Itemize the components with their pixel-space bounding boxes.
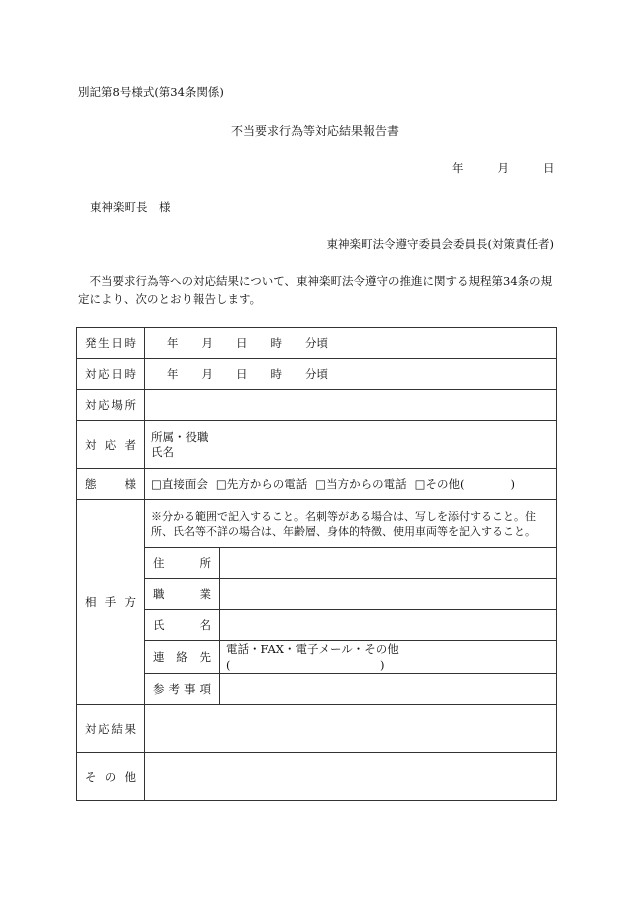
label-party-occupation: 職業 xyxy=(145,579,220,610)
label-party-name: 氏名 xyxy=(145,610,220,641)
date-month: 月 xyxy=(497,161,509,175)
document-title: 不当要求行為等対応結果報告書 xyxy=(230,124,399,138)
row-response xyxy=(77,359,557,390)
value-party-address[interactable] xyxy=(220,548,557,579)
value-place[interactable] xyxy=(145,390,557,421)
date-year: 年 xyxy=(452,161,464,175)
mode-option-other[interactable]: □その他( ) xyxy=(414,477,515,491)
date-line xyxy=(452,160,589,176)
mode-option-incoming-call[interactable]: □先方からの電話 xyxy=(215,477,308,491)
row-party-address xyxy=(77,548,557,579)
responder-name: 氏名 xyxy=(151,444,174,459)
responder-affiliation: 所属・役職 xyxy=(151,429,209,444)
mode-option-direct[interactable]: □直接面会 xyxy=(151,477,208,491)
addressee: 東神楽町長 様 xyxy=(90,200,171,214)
sender: 東神楽町法令遵守委員会委員長(対策責任者) xyxy=(326,237,554,251)
value-party-occupation[interactable] xyxy=(220,579,557,610)
value-mode xyxy=(145,469,557,500)
row-party-occupation xyxy=(77,579,557,610)
row-result xyxy=(77,705,557,753)
label-response: 対応日時 xyxy=(77,359,145,390)
row-party-note xyxy=(77,500,557,548)
label-party: 相手方 xyxy=(77,500,145,705)
row-party-reference xyxy=(77,674,557,705)
report-table xyxy=(76,327,557,801)
row-responder xyxy=(77,421,557,469)
row-occurrence xyxy=(77,328,557,359)
party-note: ※分かる範囲で記入すること。名刺等がある場合は、写しを添付すること。住所、氏名等不詳の場合は、年齢層、身体的特徴、使用車両等を記入すること。 xyxy=(145,500,557,548)
label-place: 対応場所 xyxy=(77,390,145,421)
row-place xyxy=(77,390,557,421)
row-party-name xyxy=(77,610,557,641)
value-party-name[interactable] xyxy=(220,610,557,641)
row-mode xyxy=(77,469,557,500)
form-label: 別記第8号様式(第34条関係) xyxy=(78,85,224,99)
label-party-contact: 連絡先 xyxy=(145,641,220,674)
label-result: 対応結果 xyxy=(77,705,145,753)
label-mode: 態様 xyxy=(77,469,145,500)
value-responder[interactable] xyxy=(145,421,557,469)
date-day: 日 xyxy=(543,161,555,175)
row-other xyxy=(77,753,557,801)
label-responder: 対応者 xyxy=(77,421,145,469)
intro-text: 不当要求行為等への対応結果について、東神楽町法令遵守の推進に関する規程第34条の規定により、次のとおり報告します。 xyxy=(78,274,553,306)
value-response[interactable]: 年 月 日 時 分頃 xyxy=(145,359,557,390)
value-other[interactable] xyxy=(145,753,557,801)
label-party-reference: 参考事項 xyxy=(145,674,220,705)
value-result[interactable] xyxy=(145,705,557,753)
value-party-contact[interactable]: 電話・FAX・電子メール・その他( ) xyxy=(220,641,557,674)
label-other: その他 xyxy=(77,753,145,801)
mode-option-outgoing-call[interactable]: □当方からの電話 xyxy=(315,477,407,491)
row-party-contact xyxy=(77,641,557,674)
label-occurrence: 発生日時 xyxy=(77,328,145,359)
value-occurrence[interactable]: 年 月 日 時 分頃 xyxy=(145,328,557,359)
label-party-address: 住所 xyxy=(145,548,220,579)
value-party-reference[interactable] xyxy=(220,674,557,705)
